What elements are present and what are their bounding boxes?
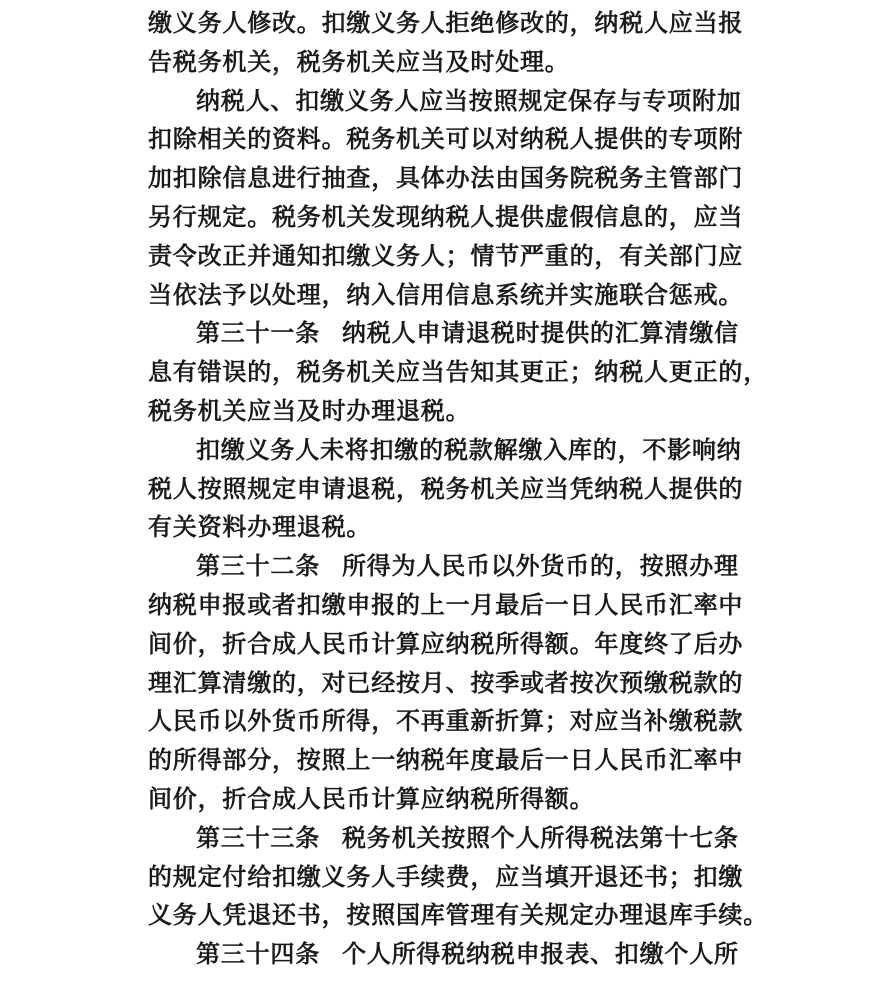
text-line: 的所得部分，按照上一纳税年度最后一日人民币汇率中	[148, 746, 744, 775]
text-line	[148, 935, 738, 974]
text-line: 间价，折合成人民币计算应纳税所得额。年度终了后办	[148, 629, 744, 658]
paragraph	[148, 431, 744, 547]
article-number: 第三十一条	[196, 319, 320, 348]
text-line: 纳税申报或者扣缴申报的上一月最后一日人民币汇率中	[148, 590, 744, 619]
text-line: 扣除相关的资料。税务机关可以对纳税人提供的专项附	[148, 125, 744, 154]
text-line: 义务人凭退还书，按照国库管理有关规定办理退库手续。	[148, 901, 768, 930]
text-line: 纳税人、扣缴义务人应当按照规定保存与专项附加	[196, 86, 742, 115]
text-line: 税务机关应当及时办理退税。	[148, 396, 471, 425]
text-line: 税人按照规定申请退税，税务机关应当凭纳税人提供的	[148, 474, 744, 503]
article-34	[148, 935, 738, 974]
article-text: 纳税人申请退税时提供的汇算清缴信	[342, 319, 739, 348]
text-line	[148, 547, 738, 586]
text-line: 息有错误的，税务机关应当告知其更正；纳税人更正的，	[148, 358, 768, 387]
article-text: 税务机关按照个人所得税法第十七条	[342, 823, 739, 852]
article-number: 第三十二条	[196, 552, 320, 581]
text-line: 的规定付给扣缴义务人手续费，应当填开退还书；扣缴	[148, 862, 744, 891]
article-number: 第三十三条	[196, 823, 320, 852]
paragraph	[148, 4, 744, 82]
article-33	[148, 819, 768, 935]
paragraph	[148, 82, 744, 315]
text-line: 理汇算清缴的，对已经按月、按季或者按次预缴税款的	[148, 668, 744, 697]
text-line	[148, 819, 738, 858]
text-line: 扣缴义务人未将扣缴的税款解缴入库的，不影响纳	[196, 435, 742, 464]
article-31	[148, 314, 768, 430]
text-line: 间价，折合成人民币计算应纳税所得额。	[148, 784, 595, 813]
text-line: 另行规定。税务机关发现纳税人提供虚假信息的，应当	[148, 202, 744, 231]
text-line: 告税务机关，税务机关应当及时处理。	[148, 47, 570, 76]
article-32	[148, 547, 744, 819]
article-text: 个人所得税纳税申报表、扣缴个人所	[342, 940, 739, 969]
text-line: 人民币以外货币所得，不再重新折算；对应当补缴税款	[148, 707, 744, 736]
text-line: 缴义务人修改。扣缴义务人拒绝修改的，纳税人应当报	[148, 9, 744, 37]
body-text	[148, 4, 768, 974]
text-line: 加扣除信息进行抽查，具体办法由国务院税务主管部门	[148, 164, 744, 193]
text-line: 责令改正并通知扣缴义务人；情节严重的，有关部门应	[148, 241, 744, 270]
text-line: 有关资料办理退税。	[148, 513, 372, 542]
text-line: 当依法予以处理，纳入信用信息系统并实施联合惩戒。	[148, 280, 744, 309]
article-number: 第三十四条	[196, 940, 320, 969]
text-line	[148, 314, 738, 353]
article-text: 所得为人民币以外货币的，按照办理	[342, 552, 739, 581]
